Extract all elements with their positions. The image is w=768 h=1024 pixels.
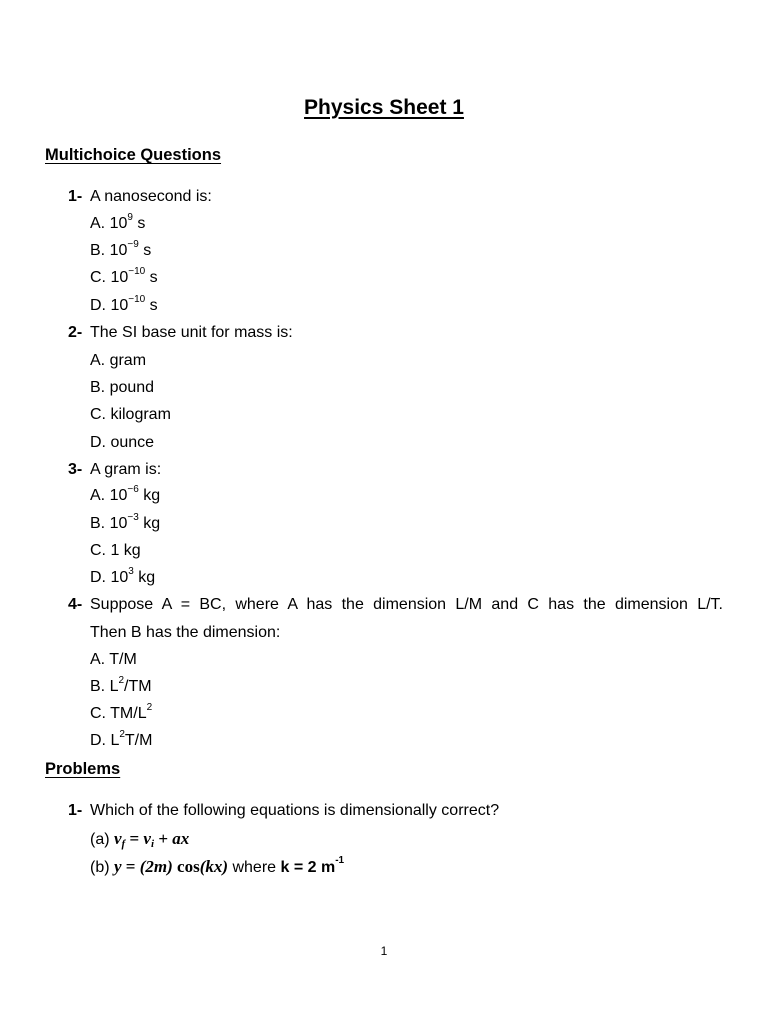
question-text: A nanosecond is: [90, 188, 212, 205]
equation-a: (a) $v_f = v_i$ + ax [90, 829, 190, 850]
question-number: 3- [68, 461, 83, 478]
question-text: Suppose A = BC, where A has the dimension L/M and C has the dimension L/T. [90, 596, 723, 613]
equation-b: (b) y = (2m) cos(kx) where k = 2 $m^{-1}$ [90, 855, 345, 876]
question-number: 4- [68, 596, 83, 613]
problem-number: 1- [68, 802, 83, 819]
option-c: C. $TM/L^2$ [90, 702, 153, 722]
question-text-continued: Then B has the dimension: [90, 624, 281, 641]
option-b: B. pound [90, 379, 155, 396]
question-number: 2- [68, 324, 83, 341]
option-b: B. $10^{-3}$ kg [90, 512, 161, 532]
section-heading-mcq: Multichoice Questions [45, 146, 222, 164]
option-d: D. $10^3$ kg [90, 566, 156, 586]
option-b: B. $L^2/TM$ [90, 675, 152, 695]
option-d: D. $10^{-10}$ s [90, 294, 158, 314]
option-d: D. $L^2T/M$ [90, 729, 153, 749]
option-c: C. kilogram [90, 406, 171, 423]
option-a: A. gram [90, 352, 147, 369]
question-text: The SI base unit for mass is: [90, 324, 293, 341]
option-a: A. $10^9$ s [90, 212, 146, 232]
option-c: C. 1 kg [90, 542, 141, 559]
option-a: A. T/M [90, 651, 137, 668]
problem-text: Which of the following equations is dimensionally correct? [90, 802, 500, 819]
section-heading-problems: Problems [45, 760, 121, 778]
option-b: B. $10^{-9}$ s [90, 239, 152, 259]
question-number: 1- [68, 188, 83, 205]
option-a: A. $10^{-6}$ kg [90, 484, 161, 504]
page-number: 1 [380, 944, 388, 958]
option-c: C. $10^{-10}$ s [90, 266, 158, 286]
question-text: A gram is: [90, 461, 162, 478]
page-title: Physics Sheet 1 [304, 96, 464, 119]
option-d: D. ounce [90, 434, 155, 451]
